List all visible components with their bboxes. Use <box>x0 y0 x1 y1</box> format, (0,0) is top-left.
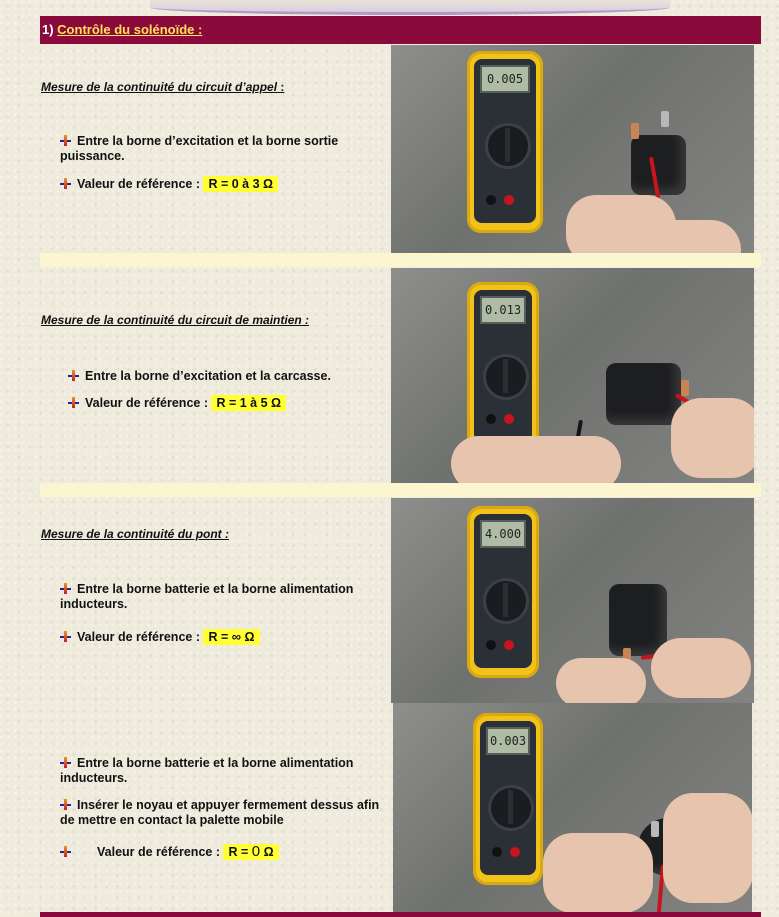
multimeter-display: 0.005 <box>480 65 530 93</box>
bullet-1-1: Entre la borne d’excitation et la borne sortie puissance. <box>60 134 339 163</box>
arrow-cross-icon <box>68 397 79 408</box>
bullet-3-1: Entre la borne batterie et la borne alimentation inducteurs. <box>60 582 354 611</box>
hand <box>556 658 646 703</box>
arrow-cross-icon <box>60 583 71 594</box>
section-number: 1) <box>42 22 58 37</box>
photo-multimeter-4 <box>393 703 752 912</box>
arrow-cross-icon <box>60 799 71 810</box>
reference-value: R = 0 Ω <box>223 844 278 860</box>
bullet-4-3: Valeur de référence : R = 0 Ω <box>60 844 380 860</box>
reference-value: R = 1 à 5 Ω <box>211 395 286 411</box>
section-header <box>40 16 761 44</box>
hand <box>646 220 741 253</box>
arrow-cross-icon <box>60 846 71 857</box>
reference-value: R = 0 à 3 Ω <box>203 176 278 192</box>
multimeter-dial <box>483 354 529 400</box>
section-separator <box>40 253 761 267</box>
bottom-bar <box>40 912 761 917</box>
hand <box>663 793 752 903</box>
measure-title-3: Mesure de la continuité du pont : <box>41 527 230 541</box>
reference-value: R = ∞ Ω <box>203 629 259 645</box>
arrow-cross-icon <box>68 370 79 381</box>
multimeter <box>467 282 539 452</box>
section-title-link[interactable]: Contrôle du solénoïde : <box>57 22 203 37</box>
hand <box>651 638 751 698</box>
multimeter <box>467 506 539 678</box>
solenoid <box>631 135 686 195</box>
multimeter-dial <box>483 578 529 624</box>
hand <box>451 436 621 483</box>
measure-title-2: Mesure de la continuité du circuit de maintien : <box>41 313 310 327</box>
top-decoration <box>150 0 670 15</box>
arrow-cross-icon <box>60 631 71 642</box>
solenoid <box>606 363 681 425</box>
multimeter-dial <box>485 123 531 169</box>
hand <box>543 833 653 912</box>
bullet-2-1: Entre la borne d’excitation et la carcasse. <box>68 369 378 384</box>
arrow-cross-icon <box>60 178 71 189</box>
multimeter <box>473 713 543 885</box>
photo-multimeter-2 <box>391 268 754 483</box>
solenoid <box>609 584 667 656</box>
multimeter-dial <box>488 785 534 831</box>
bullet-1-2: Valeur de référence : R = 0 à 3 Ω <box>60 177 380 192</box>
measure-title-1: Mesure de la continuité du circuit d’appel : <box>41 80 285 94</box>
bullet-4-1: Entre la borne batterie et la borne alimentation inducteurs. <box>60 756 354 785</box>
section-separator <box>40 483 761 497</box>
multimeter <box>467 51 543 233</box>
bullet-3-2: Valeur de référence : R = ∞ Ω <box>60 629 380 645</box>
arrow-cross-icon <box>60 757 71 768</box>
multimeter-display: 0.003 <box>486 727 530 755</box>
multimeter-display: 0.013 <box>480 296 526 324</box>
photo-multimeter-1 <box>391 45 754 253</box>
bullet-4-2: Insérer le noyau et appuyer fermement dessus afin de mettre en contact la palette mobile <box>60 798 380 827</box>
bullet-2-2: Valeur de référence : R = 1 à 5 Ω <box>68 396 378 411</box>
multimeter-display: 4.000 <box>480 520 526 548</box>
hand <box>671 398 754 478</box>
photo-multimeter-3 <box>391 498 754 703</box>
arrow-cross-icon <box>60 135 71 146</box>
